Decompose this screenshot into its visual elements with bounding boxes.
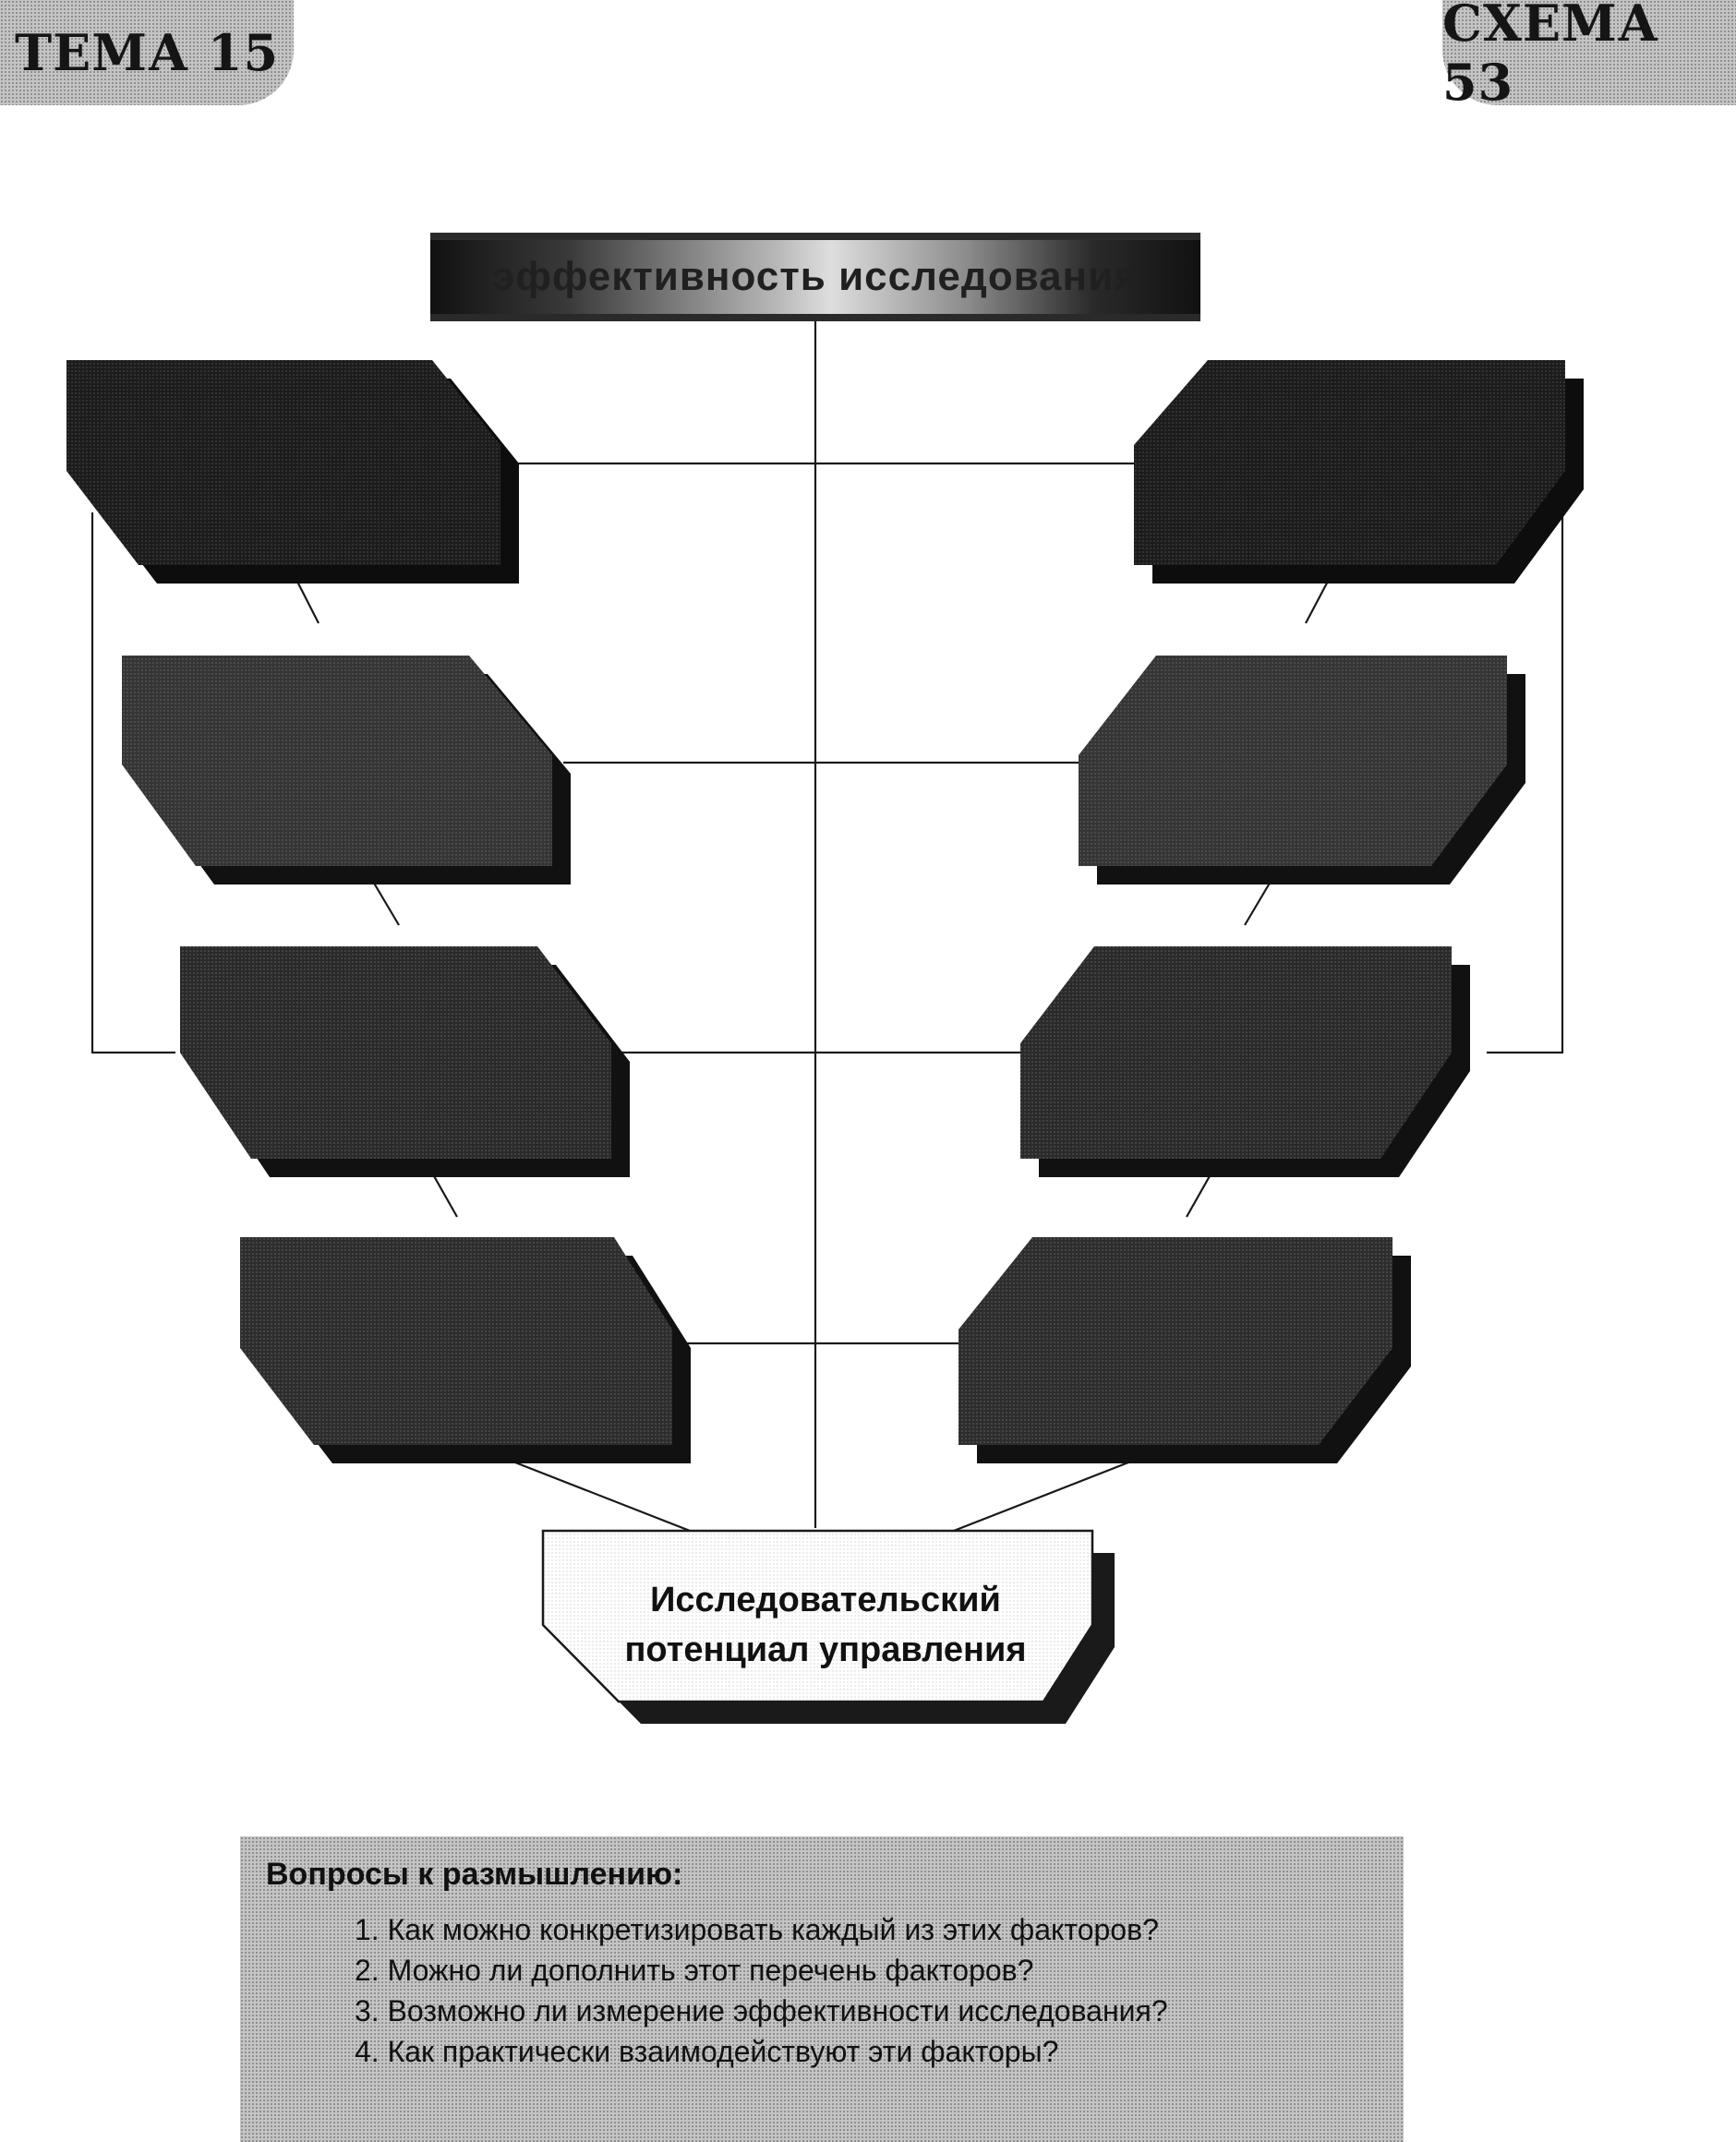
question-item: 2. Можно ли дополнить этот перечень факторов?	[355, 1954, 1034, 1987]
questions-panel	[240, 1836, 1404, 2142]
factor-box-left-1	[66, 360, 519, 584]
factor-box-left-4	[240, 1237, 691, 1463]
factor-box-left-3	[180, 946, 630, 1177]
result-line-2: потенциал управления	[624, 1631, 1027, 1669]
factor-box-right-2	[1079, 656, 1525, 884]
right-to-result-line	[937, 1454, 1150, 1537]
left-to-result-line	[494, 1454, 706, 1537]
diagram-title	[430, 233, 1200, 321]
question-item: 1. Как можно конкретизировать каждый из этих факторов?	[355, 1913, 1159, 1946]
factor-box-right-4	[958, 1237, 1411, 1463]
factor-box-left-2	[122, 656, 571, 884]
factor-box-right-1	[1134, 360, 1584, 584]
questions-list	[266, 1909, 1404, 2072]
topic-tag-label: ТЕМА 15	[14, 23, 280, 82]
scheme-tag-label: СХЕМА 53	[1442, 0, 1659, 112]
result-line-1: Исследовательский	[650, 1581, 1001, 1619]
question-item: 4. Как практически взаимодействуют эти факторы?	[355, 2035, 1059, 2068]
diagram-title-label: эффективность исследования	[492, 254, 1139, 299]
questions-heading: Вопросы к размышлению:	[266, 1857, 683, 1892]
question-item: 3. Возможно ли измерение эффективности исследования?	[355, 1994, 1168, 2028]
factor-box-right-3	[1020, 946, 1470, 1177]
result-box-text	[549, 1556, 1103, 1694]
factors-left	[66, 360, 691, 1463]
factors-right	[958, 360, 1584, 1463]
